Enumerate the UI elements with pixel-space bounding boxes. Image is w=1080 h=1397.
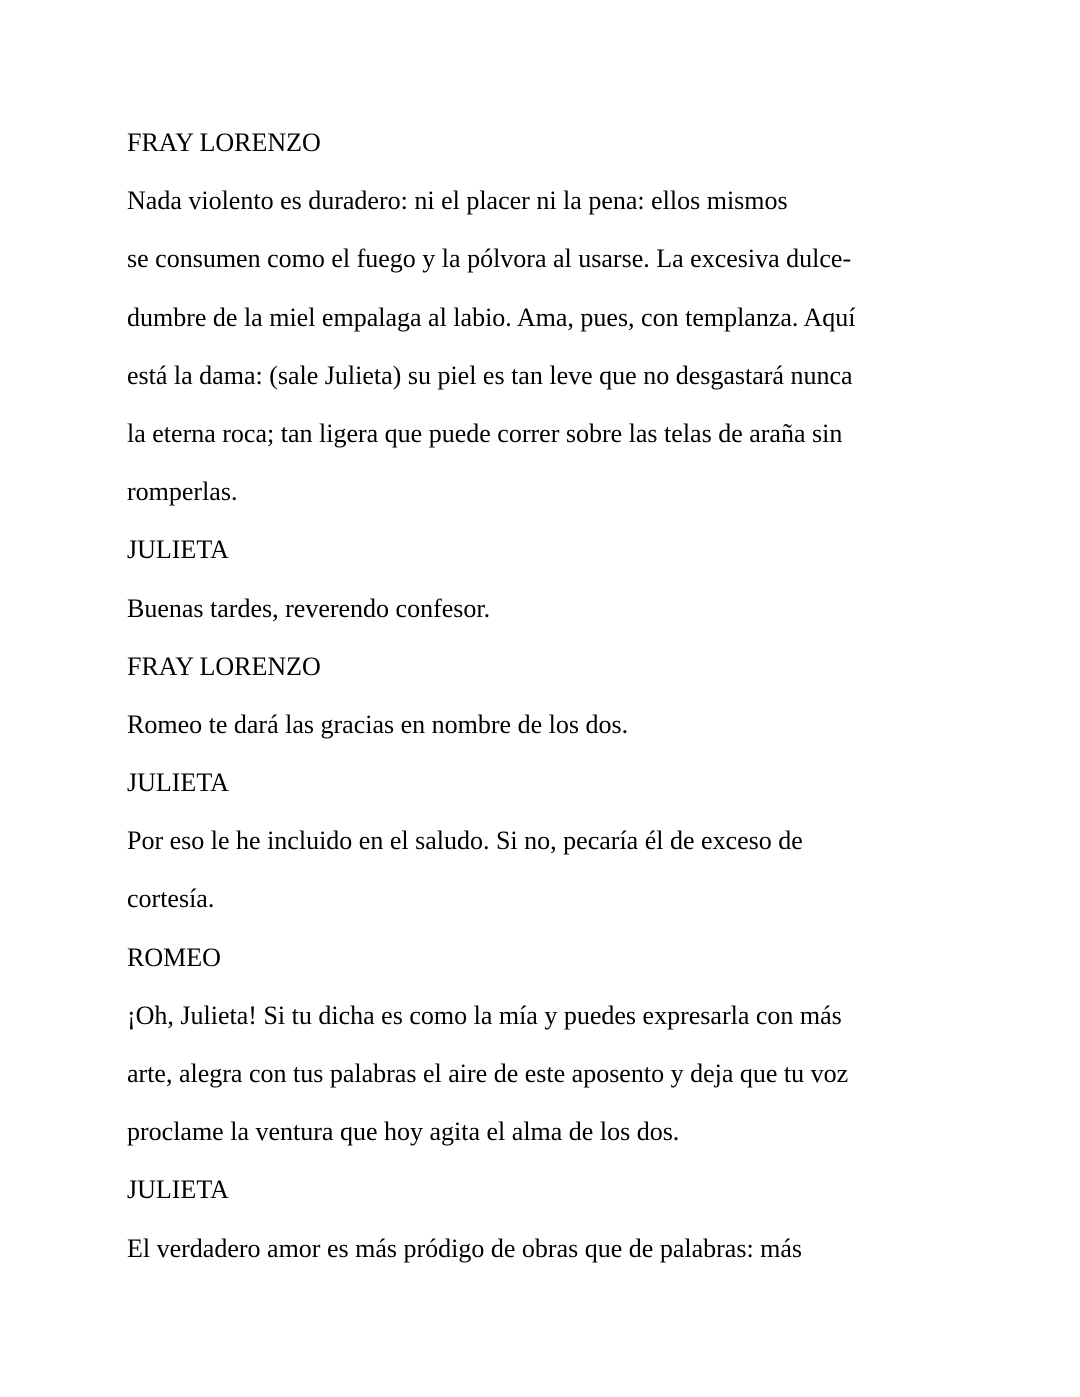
speaker-name: JULIETA: [127, 535, 229, 565]
dialogue-line: está la dama: (sale Julieta) su piel es tan leve que no desgastará nunca: [127, 360, 853, 390]
text-body: [127, 114, 957, 1278]
speaker-name: FRAY LORENZO: [127, 651, 321, 681]
speaker-name: ROMEO: [127, 942, 221, 972]
dialogue-line: El verdadero amor es más pródigo de obras que de palabras: más: [127, 1233, 803, 1263]
dialogue-line: Buenas tardes, reverendo confesor.: [127, 593, 491, 623]
dialogue-line: ¡Oh, Julieta! Si tu dicha es como la mía y puedes expresarla con más: [127, 1000, 842, 1030]
dialogue-line: cortesía.: [127, 884, 215, 914]
dialogue-line: dumbre de la miel empalaga al labio. Ama, pues, con templanza. Aquí: [127, 302, 856, 332]
dialogue-line: la eterna roca; tan ligera que puede correr sobre las telas de araña sin: [127, 418, 843, 448]
speaker-name: JULIETA: [127, 768, 229, 798]
speaker-name: FRAY LORENZO: [127, 128, 321, 157]
speaker-name: JULIETA: [127, 1175, 229, 1205]
dialogue-line: se consumen como el fuego y la pólvora al usarse. La excesiva dulce-: [127, 244, 852, 274]
dialogue-line: arte, alegra con tus palabras el aire de este aposento y deja que tu voz: [127, 1059, 849, 1088]
dialogue-line: romperlas.: [127, 477, 238, 507]
dialogue-line: Por eso le he incluido en el saludo. Si no, pecaría él de exceso de: [127, 826, 803, 856]
dialogue-line: Romeo te dará las gracias en nombre de los dos.: [127, 709, 629, 739]
dialogue-line: proclame la ventura que hoy agita el alma de los dos.: [127, 1117, 680, 1147]
dialogue-line: Nada violento es duradero: ni el placer ni la pena: ellos mismos: [127, 186, 788, 216]
